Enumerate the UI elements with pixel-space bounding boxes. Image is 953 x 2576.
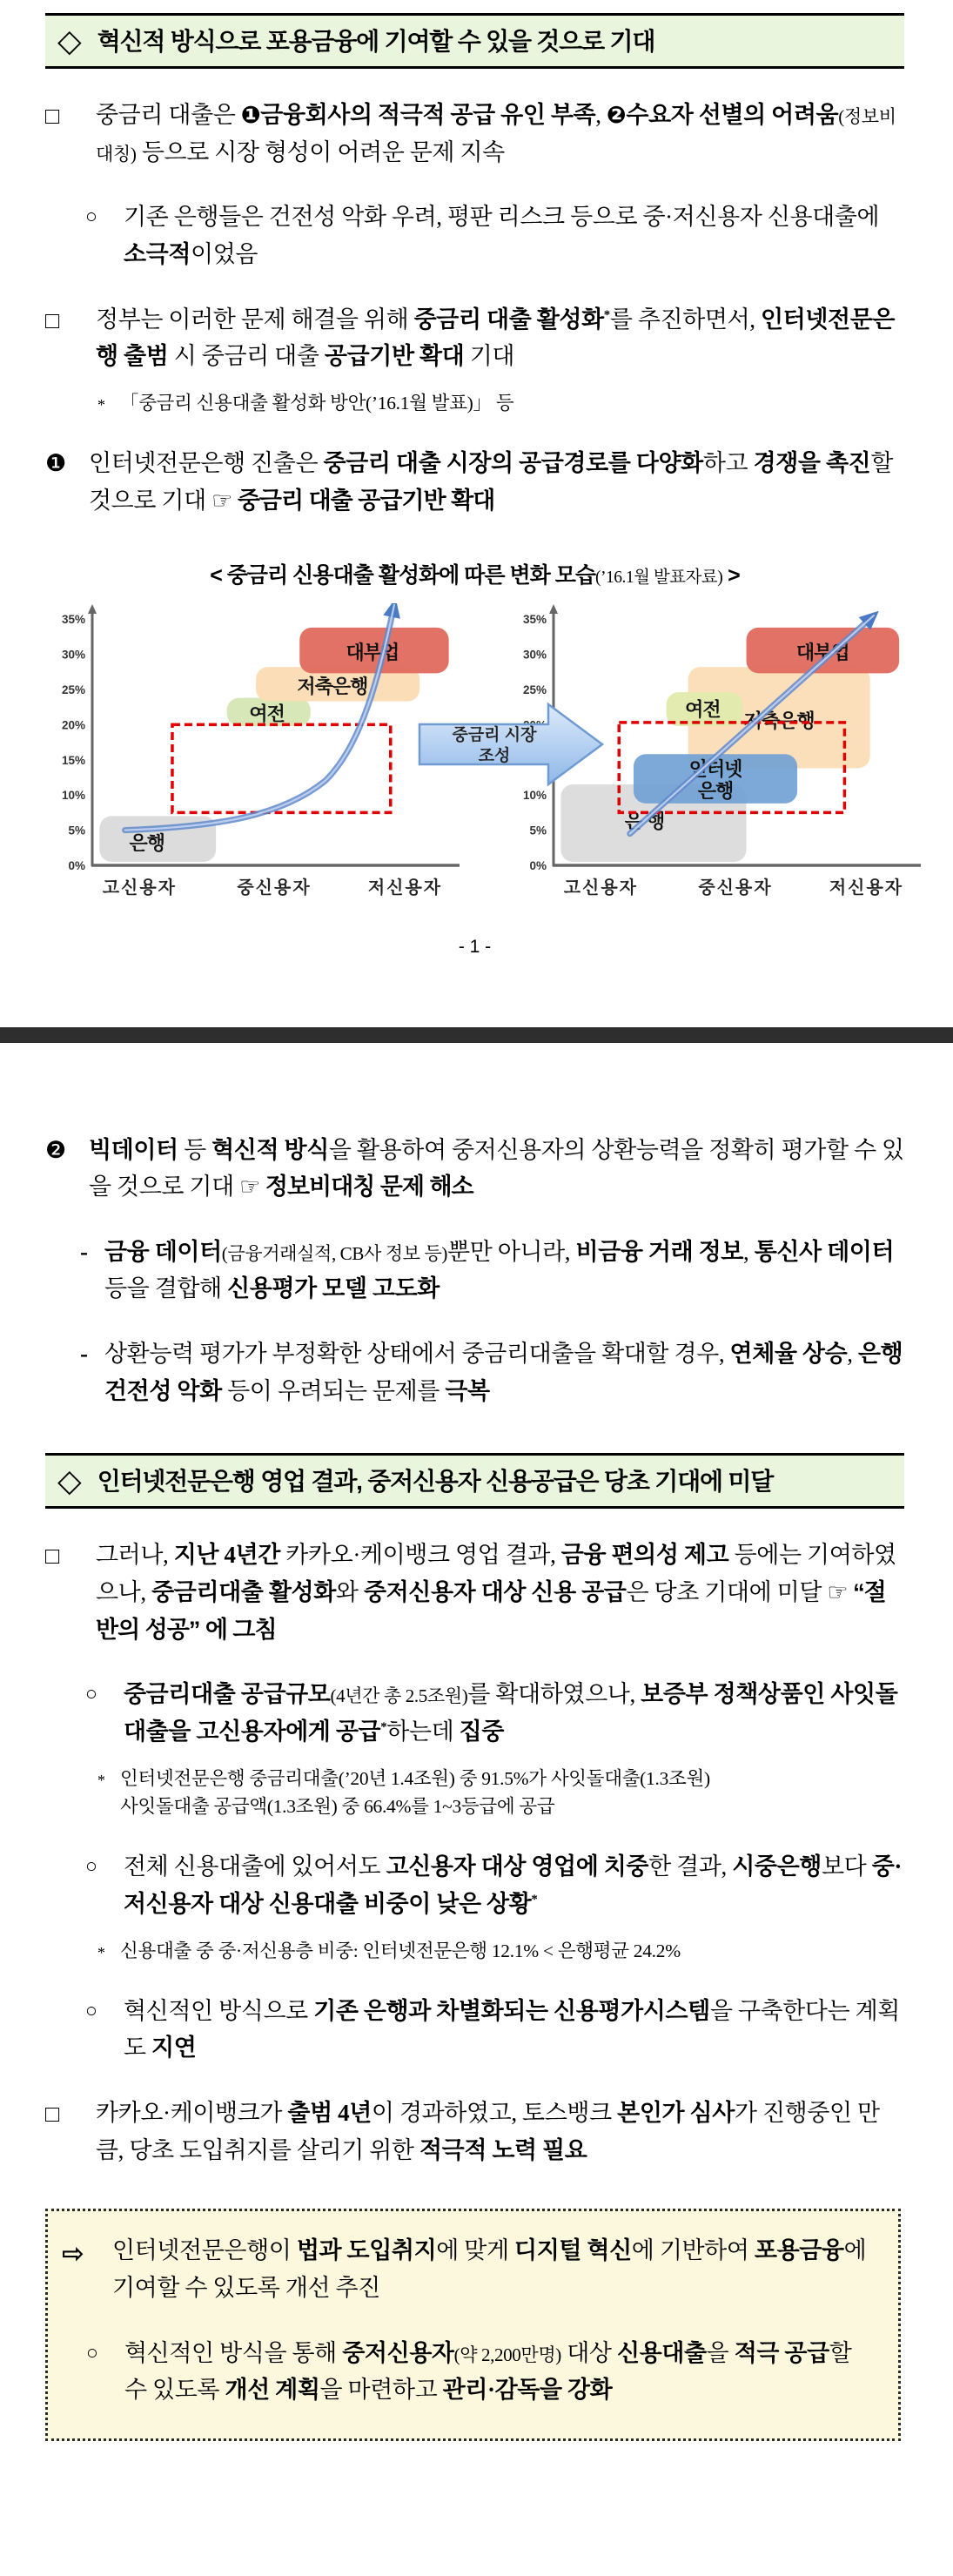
- x-axis-label: 중신용자: [698, 878, 773, 898]
- square-bullet-icon: □: [45, 2101, 59, 2128]
- asterisk-icon: *: [97, 1771, 105, 1789]
- y-tick-label: 5%: [68, 824, 85, 837]
- text-segment: 디지털 혁신: [514, 2237, 632, 2264]
- footnote-saitdol: [97, 1765, 904, 1821]
- text-segment: 혁신적인 방식을 통해: [124, 2339, 343, 2366]
- para-improvement-plan: [62, 2232, 877, 2306]
- text-segment: 중금리 대출 시장의 공급경로를 다양화: [323, 450, 703, 477]
- text-segment: 에 기반하여: [631, 2237, 755, 2264]
- x-axis-label: 저신용자: [829, 878, 904, 898]
- text-segment: (정보비대칭): [96, 106, 896, 165]
- chart-box-label: 은행: [697, 779, 734, 802]
- asterisk-icon: *: [97, 1943, 105, 1961]
- text-segment: 공급기반 확대: [324, 343, 465, 370]
- text-segment: 그러나,: [96, 1542, 174, 1569]
- text-segment: 시 중금리 대출: [168, 343, 325, 370]
- para-text: [124, 1993, 904, 2067]
- footnote-ratio: [97, 1937, 904, 1965]
- square-bullet-icon: □: [45, 306, 59, 333]
- para-css-delay: [85, 1993, 904, 2067]
- text-segment: 본인가 심사: [617, 2100, 735, 2127]
- section-header-1: [45, 13, 904, 69]
- text-segment: 중저신용자: [342, 2339, 454, 2366]
- text-segment: 중금리대출 활성화: [151, 1579, 336, 1606]
- text-segment: 은행 건전성 악화: [104, 1341, 903, 1404]
- text-segment: 지연: [151, 2035, 197, 2061]
- text-segment: >: [722, 562, 740, 588]
- text-segment: 연체율 상승: [729, 1341, 848, 1368]
- text-segment: 금융 편의성 제고: [560, 1542, 729, 1569]
- page-2: [0, 1043, 953, 2442]
- text-segment: 카카오·케이뱅크가: [96, 2100, 288, 2127]
- text-segment: 등이 우려되는 문제를: [221, 1377, 446, 1404]
- y-tick-label: 5%: [529, 824, 547, 837]
- text-segment: 시중은행: [732, 1853, 822, 1880]
- para-text: [124, 1848, 904, 1922]
- text-segment: (금융거래실적, CB사 정보 등): [221, 1242, 448, 1264]
- text-segment: 카카오·케이뱅크 영업 결과,: [279, 1542, 561, 1569]
- text-segment: ☞: [827, 1579, 854, 1606]
- section-header-2: [45, 1453, 904, 1509]
- text-segment: 적극 공급: [734, 2339, 829, 2366]
- text-segment: 한 결과,: [648, 1853, 733, 1880]
- diamond-icon: ◇: [57, 1463, 82, 1499]
- text-segment: 을 마련하고: [319, 2377, 443, 2404]
- text-segment: 신용대출: [616, 2339, 707, 2366]
- text-segment: (약 2,200만명): [453, 2344, 561, 2365]
- text-segment: 중금리대출 공급규모: [124, 1681, 331, 1708]
- text-segment: 법과 도입취지: [296, 2237, 437, 2264]
- section-header-2-text: 인터넷전문은행 영업 결과, 중저신용자 신용공급은 당초 기대에 미달: [97, 1467, 774, 1495]
- y-tick-label: 35%: [61, 612, 85, 626]
- circled-1-icon: ❶: [45, 450, 66, 477]
- mid-arrow-label-line1: 중금리 시장: [452, 725, 537, 744]
- figure-charts: [45, 603, 924, 904]
- text-segment: 할 수 있도록: [124, 2339, 852, 2404]
- text-segment: 통신사 데이터: [754, 1238, 895, 1265]
- footnote-text: [120, 1937, 904, 1965]
- footnote-policy-plan: [97, 389, 904, 417]
- text-segment: 뿐만 아니라,: [447, 1238, 576, 1265]
- text-segment: 보다: [821, 1853, 872, 1880]
- y-tick-label: 15%: [61, 753, 85, 767]
- chart-box-label: 대부업: [795, 641, 849, 663]
- para-text: [89, 1132, 904, 1206]
- text-segment: 인터넷전문은행 출범: [96, 306, 896, 370]
- page-1: [0, 13, 953, 958]
- text-segment: (’16.1월 발표자료): [595, 568, 723, 587]
- text-segment: 보증부 정책상품인 사잇돌대출을 고신용자에게 공급: [124, 1681, 898, 1745]
- text-segment: 전체 신용대출에 있어서도: [124, 1853, 386, 1880]
- text-segment: 중금리 신용대출 활성화에 따른 변화 모습: [226, 562, 596, 588]
- text-segment: *: [380, 1720, 387, 1735]
- para-effort-needed: [45, 2095, 904, 2169]
- para-financial-data: [80, 1234, 904, 1308]
- chart-box-label: 은행: [129, 831, 164, 854]
- text-segment: ,: [847, 1341, 858, 1368]
- chart-box-label: 여전: [685, 698, 721, 721]
- text-segment: 극복: [445, 1377, 490, 1404]
- conclusion-box: [45, 2209, 901, 2441]
- text-segment: 등에는 기여하였으나,: [96, 1542, 896, 1606]
- footnote-text: [120, 1765, 904, 1821]
- text-segment: 포용금융: [754, 2237, 844, 2264]
- footnote-text: [120, 389, 904, 417]
- para-text: [104, 1335, 904, 1409]
- circled-2-icon: ❷: [45, 1136, 66, 1163]
- y-tick-label: 0%: [529, 858, 547, 872]
- para-text: [124, 1676, 904, 1750]
- text-segment: 등으로 시장 형성이 어려운 문제 지속: [136, 138, 505, 165]
- para-bigdata: [45, 1132, 904, 1206]
- text-segment: 중금리 대출은: [96, 102, 241, 128]
- text-segment: 지난 4년간: [173, 1542, 280, 1569]
- para-supply-scale: [85, 1676, 904, 1750]
- text-segment: ,: [742, 1238, 755, 1265]
- asterisk-icon: *: [97, 395, 105, 414]
- para-text: [96, 2095, 904, 2169]
- text-segment: 에 맞게: [436, 2237, 515, 2264]
- para-text: [96, 97, 904, 171]
- text-segment: 금융 데이터: [104, 1238, 222, 1265]
- text-segment: ❷: [606, 102, 627, 128]
- text-segment: 기대: [464, 343, 515, 370]
- para-existing-banks: [85, 198, 904, 272]
- para-repayment-risk: [80, 1335, 904, 1409]
- text-segment: 개선 계획: [225, 2377, 320, 2404]
- chart-box-label: 인터넷: [688, 757, 742, 780]
- text-segment: 신용평가 모델 고도화: [227, 1275, 440, 1302]
- x-axis-label: 고신용자: [563, 878, 638, 898]
- text-segment: 등: [178, 1136, 212, 1163]
- para-supply-channel: [45, 445, 904, 519]
- circle-bullet-icon: ○: [85, 205, 97, 228]
- text-segment: 대상: [560, 2339, 617, 2366]
- text-segment: 은 당초 기대에 미달: [626, 1579, 828, 1606]
- y-tick-label: 10%: [522, 788, 547, 802]
- text-segment: ☞: [211, 487, 238, 514]
- para-supervision: [86, 2335, 877, 2409]
- x-axis-label: 중신용자: [237, 878, 312, 898]
- text-segment: 을: [706, 2339, 735, 2366]
- text-segment: 혁신적 방식: [211, 1136, 329, 1163]
- figure-title: [45, 558, 904, 589]
- para-high-credit-focus: [85, 1848, 904, 1922]
- text-segment: 기존 은행과 차별화되는 신용평가시스템: [313, 1997, 710, 2024]
- text-segment: 인터넷전문은행 중금리대출(’20년 1.4조원) 중 91.5%가 사잇돌대출(1.3조원): [120, 1767, 710, 1789]
- text-segment: 할 것으로 기대: [89, 450, 894, 514]
- text-segment: 와: [335, 1579, 364, 1606]
- text-segment: 출범 4년: [287, 2100, 372, 2127]
- text-segment: 에 기여할 수 있도록 개선 추진: [112, 2237, 867, 2302]
- hollow-arrow-icon: ⇨: [62, 2238, 84, 2270]
- y-tick-label: 30%: [522, 648, 547, 662]
- text-segment: 경쟁을 촉진: [753, 450, 871, 477]
- text-segment: 금융회사의 적극적 공급 유인 부족: [260, 102, 596, 128]
- text-segment: 고신용자 대상 영업에 치중: [386, 1853, 649, 1880]
- text-segment: 이었음: [191, 240, 258, 267]
- y-tick-label: 35%: [522, 612, 547, 626]
- text-segment: 를 추진하면서,: [609, 306, 761, 333]
- y-tick-label: 25%: [522, 683, 547, 696]
- page-number: - 1 -: [458, 936, 492, 957]
- text-segment: 인터넷전문은행이: [112, 2237, 297, 2264]
- text-segment: 신용대출 중 중·저신용층 비중: 인터넷전문은행 12.1% < 은행평균 24.2%: [120, 1940, 681, 1961]
- dash-bullet-icon: -: [80, 1341, 88, 1368]
- text-segment: 인터넷전문은행 진출은: [89, 450, 324, 477]
- text-segment: 기존 은행들은 건전성 악화 우려, 평판 리스크 등으로 중·저신용자 신용대출에: [124, 204, 880, 231]
- text-segment: 하는데: [386, 1718, 460, 1745]
- text-segment: 을 활용하여 중저신용자의 상환능력을 정확히 평가할 수 있을 것으로 기대: [89, 1136, 904, 1201]
- text-segment: <: [210, 562, 227, 588]
- chart-box-label: 여전: [249, 702, 285, 724]
- circle-bullet-icon: ○: [85, 1999, 97, 2021]
- para-government-policy: [45, 301, 904, 375]
- dash-bullet-icon: -: [80, 1238, 88, 1265]
- chart-box-label: 저축은행: [743, 710, 815, 732]
- x-axis-label: 저신용자: [367, 878, 443, 898]
- right-arrow-shape: [419, 704, 602, 784]
- text-segment: 가 진행중인 만큼, 당초 도입취지를 살리기 위한: [96, 2100, 880, 2163]
- para-text: [96, 1537, 904, 1648]
- text-segment: 중금리 대출 활성화: [413, 306, 604, 333]
- x-axis-label: 고신용자: [102, 878, 177, 898]
- text-segment: 수요자 선별의 어려움: [626, 102, 839, 128]
- y-tick-label: 25%: [61, 683, 85, 696]
- para-text: [96, 301, 904, 375]
- text-segment: ,: [595, 102, 607, 128]
- text-segment: 빅데이터: [89, 1136, 178, 1163]
- para-text: [89, 445, 904, 519]
- circle-bullet-icon: ○: [85, 1683, 97, 1705]
- para-text: [104, 1234, 904, 1308]
- text-segment: 상환능력 평가가 부정확한 상태에서 중금리대출을 확대할 경우,: [104, 1341, 730, 1368]
- page-break-bar: [0, 1027, 953, 1043]
- text-segment: 사잇돌대출 공급액(1.3조원) 중 66.4%를 1~3등급에 공급: [120, 1795, 555, 1817]
- text-segment: 등을 결합해: [104, 1275, 228, 1302]
- text-segment: 관리·감독을 강화: [442, 2377, 613, 2404]
- text-segment: 하고: [702, 450, 754, 477]
- text-segment: 중금리 대출 공급기반 확대: [237, 487, 495, 514]
- para-text: [124, 2335, 877, 2409]
- y-tick-label: 10%: [61, 788, 85, 802]
- text-segment: 을 구축한다는 계획도: [124, 1997, 900, 2061]
- text-segment: (4년간 총 2.5조원): [330, 1685, 468, 1707]
- y-axis-arrowhead: [88, 604, 97, 614]
- text-segment: 정부는 이러한 문제 해결을 위해: [96, 306, 414, 333]
- text-segment: 적극적 노력 필요: [419, 2136, 587, 2163]
- text-segment: 이 경과하였고, 토스뱅크: [371, 2100, 618, 2127]
- para-four-years-result: [45, 1537, 904, 1648]
- chart-box-label: 대부업: [346, 641, 399, 663]
- para-midrate-loan-problem: [45, 97, 904, 171]
- text-segment: 를 확대하였으나,: [467, 1681, 641, 1708]
- diamond-icon: ◇: [57, 24, 82, 58]
- text-segment: 비금융 거래 정보: [575, 1238, 743, 1265]
- text-segment: *: [531, 1892, 538, 1907]
- text-segment: 중저신용자 대상 신용 공급: [363, 1579, 627, 1606]
- y-tick-label: 20%: [61, 717, 85, 731]
- text-segment: *: [603, 307, 610, 322]
- chart-box-label: 저축은행: [297, 675, 368, 697]
- circle-bullet-icon: ○: [86, 2341, 98, 2364]
- y-tick-label: 0%: [68, 858, 85, 872]
- square-bullet-icon: □: [45, 103, 59, 129]
- y-axis-arrowhead: [549, 604, 558, 614]
- section-header-1-text: 혁신적 방식으로 포용금융에 기여할 수 있을 것으로 기대: [97, 27, 655, 55]
- chart-box-label: 은 행: [624, 810, 665, 832]
- mid-market-arrow: [418, 701, 605, 788]
- text-segment: 집중: [459, 1718, 505, 1745]
- y-tick-label: 30%: [61, 648, 85, 662]
- text-segment: “절반의 성공”: [96, 1579, 886, 1643]
- para-text: [112, 2232, 877, 2306]
- text-segment: 혁신적인 방식으로: [124, 1997, 314, 2024]
- para-text: [124, 198, 904, 272]
- text-segment: 에 그침: [199, 1616, 277, 1643]
- circle-bullet-icon: ○: [85, 1855, 97, 1878]
- text-segment: 정보비대칭 문제 해소: [265, 1174, 473, 1201]
- document-root: [0, 13, 953, 2441]
- text-segment: ☞: [239, 1174, 265, 1201]
- text-segment: 소극적: [124, 240, 191, 267]
- text-segment: 「중금리 신용대출 활성화 방안(’16.1월 발표)」 등: [120, 392, 514, 414]
- text-segment: 중·저신용자 대상 신용대출 비중이 낮은 상황: [124, 1853, 902, 1917]
- square-bullet-icon: □: [45, 1543, 59, 1570]
- text-segment: ❶: [240, 102, 261, 128]
- mid-arrow-label-line2: 조성: [478, 746, 511, 765]
- chart-before: [45, 603, 463, 904]
